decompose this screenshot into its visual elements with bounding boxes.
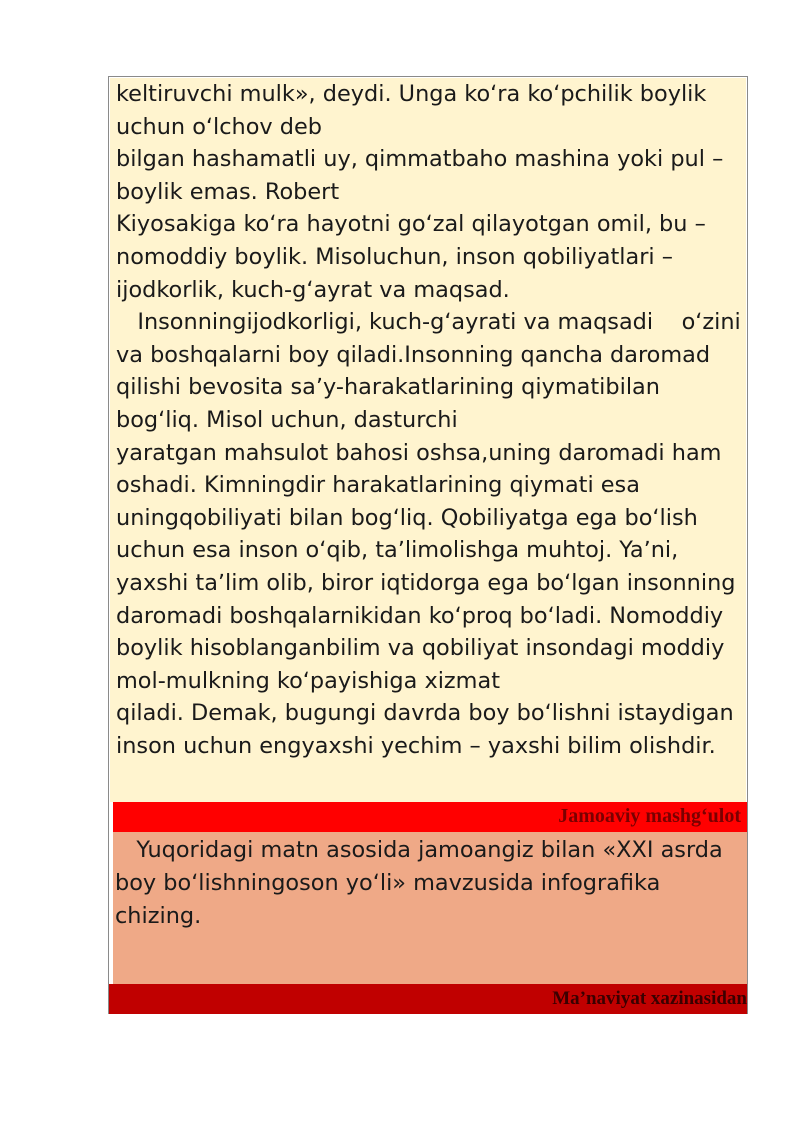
text-line: keltiruvchi mulk», deydi. Unga koʻra koʻpchilik boylik xyxy=(116,81,707,107)
task-paragraph xyxy=(113,832,747,933)
page-frame xyxy=(108,76,748,1014)
task-header-bar xyxy=(113,802,747,832)
text-line: va boshqalarni boy qiladi.Insonning qancha daromad xyxy=(116,341,711,368)
task-box xyxy=(113,832,747,984)
text-line: qiladi. Demak, bugungi davrda boy boʻlishni istaydigan xyxy=(116,700,734,727)
text-line: boylik emas. Robert xyxy=(116,178,340,205)
main-text-block xyxy=(110,78,746,802)
text-line: uchun esa inson oʻqib, taʼlimolishga muhtoj. Yaʼni, xyxy=(116,537,679,564)
text-line: Yuqoridagi matn asosida jamoangiz bilan «XXI asrda xyxy=(115,837,723,863)
text-line: daromadi boshqalarnikidan koʻproq boʻladi. Nomoddiy xyxy=(116,602,724,629)
task-title: Jamoaviy mashgʻulot xyxy=(558,805,741,827)
text-line: oshadi. Kimningdir harakatlarining qiymati esa xyxy=(116,472,640,499)
text-line: yaxshi taʼlim olib, biror iqtidorga ega boʻlgan insonning xyxy=(116,569,736,596)
main-paragraph xyxy=(110,78,746,762)
text-line: uningqobiliyati bilan bogʻliq. Qobiliyatga ega boʻlish xyxy=(116,504,698,531)
text-line: yaratgan mahsulot bahosi oshsa,uning daromadi ham xyxy=(116,439,722,466)
text-line: inson uchun engyaxshi yechim – yaxshi bilim olishdir. xyxy=(116,732,716,759)
text-line: bilgan hashamatli uy, qimmatbaho mashina yoki pul – xyxy=(116,146,724,173)
text-line: Insonningijodkorligi, kuch-gʻayrati va maqsadi oʻzini xyxy=(116,309,741,336)
footer-bar xyxy=(109,984,747,1014)
text-line: Kiyosakiga koʻra hayotni goʻzal qilayotgan omil, bu – xyxy=(116,211,706,238)
text-line: boy boʻlishningoson yoʻli» mavzusida infografika xyxy=(115,870,661,896)
text-line: qilishi bevosita saʼy-harakatlarining qiymatibilan xyxy=(116,374,660,401)
footer-title: Maʼnaviyat xazinasidan xyxy=(552,988,747,1009)
text-line: mol-mulkning koʻpayishiga xizmat xyxy=(116,667,500,694)
text-line: ijodkorlik, kuch-gʻayrat va maqsad. xyxy=(116,276,510,303)
text-line: bogʻliq. Misol uchun, dasturchi xyxy=(116,406,458,433)
text-line: nomoddiy boylik. Misoluchun, inson qobiliyatlari – xyxy=(116,243,673,270)
text-line: boylik hisoblanganbilim va qobiliyat insondagi moddiy xyxy=(116,635,725,662)
text-line: chizing. xyxy=(115,903,202,929)
text-line: uchun oʻlchov deb xyxy=(116,113,322,140)
